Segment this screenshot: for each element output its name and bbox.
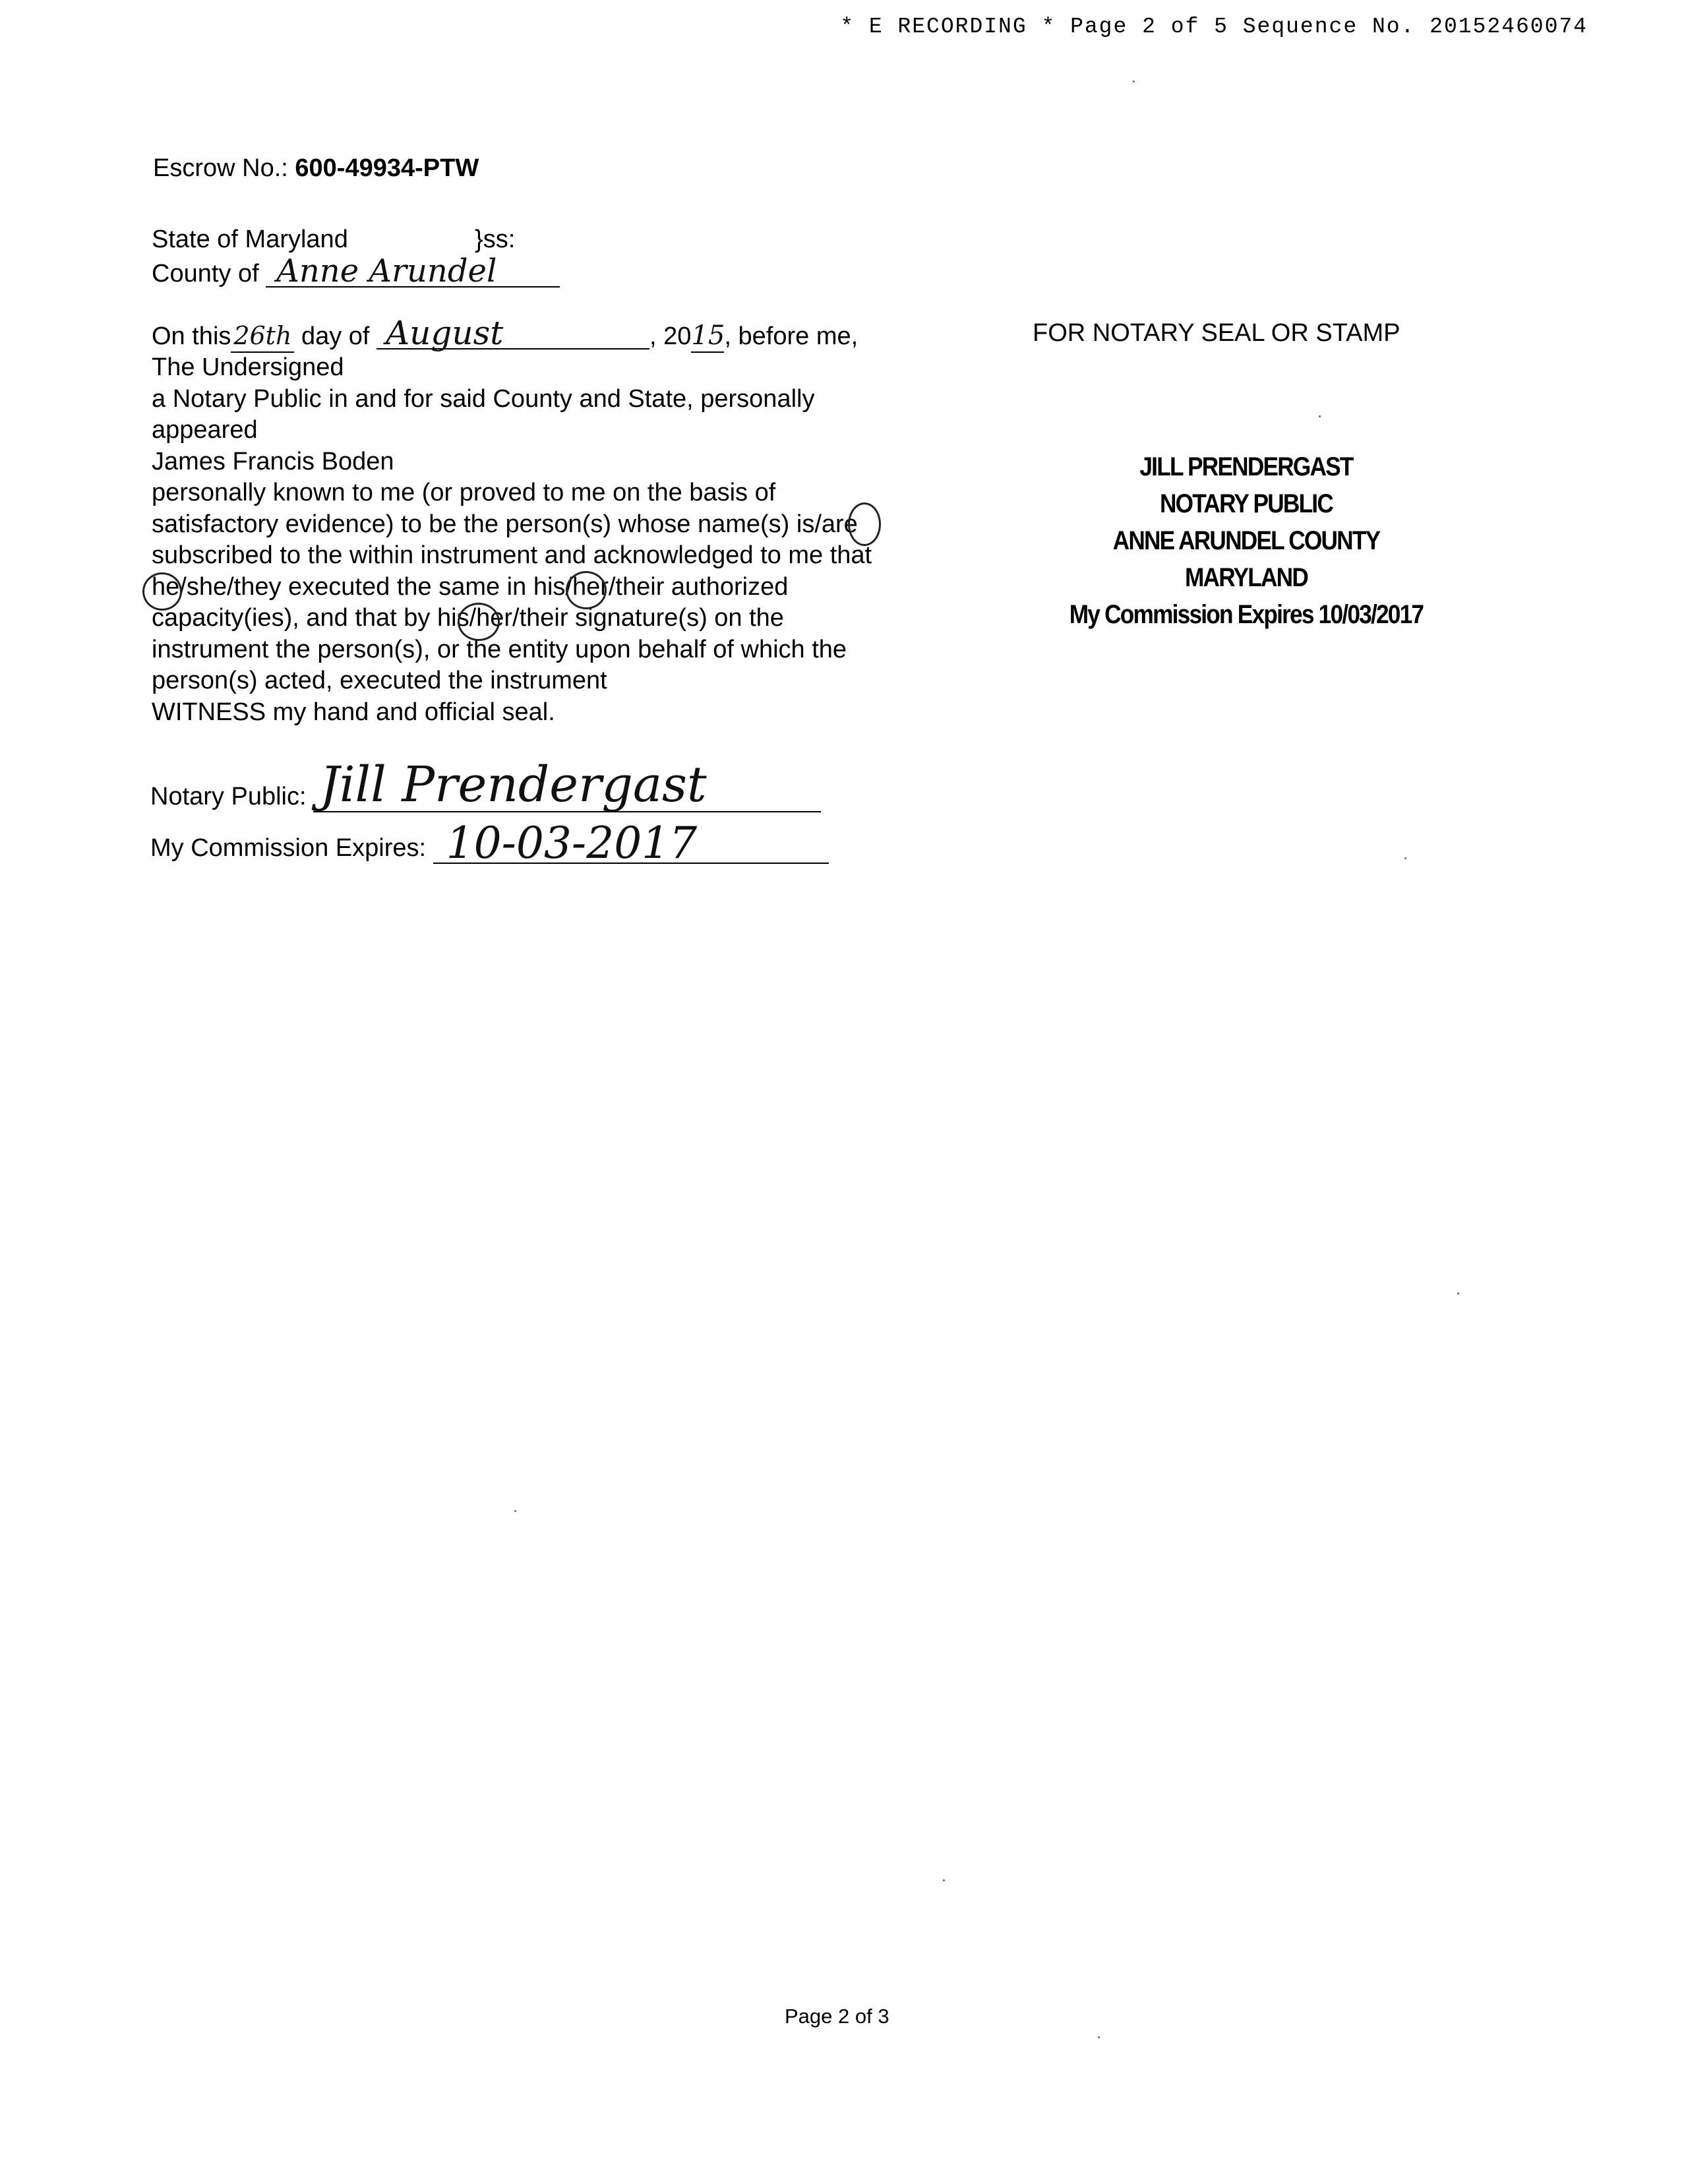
ss-mark: }ss: xyxy=(475,226,516,253)
state-text: State of Maryland xyxy=(152,226,348,253)
page-footer: Page 2 of 3 xyxy=(785,2005,889,2028)
ack-line: satisfactory evidence) to be the person(s) whose name(s) is/are xyxy=(152,510,858,538)
recording-header: * E RECORDING * Page 2 of 5 Sequence No. 20152460074 xyxy=(840,15,1588,39)
stamp-name: JILL PRENDERGAST xyxy=(1139,452,1353,481)
scan-speck xyxy=(943,1879,945,1881)
date-line xyxy=(152,314,859,353)
is-circle-mark xyxy=(848,502,881,546)
ack-line: person(s) acted, executed the instrument xyxy=(152,667,607,694)
commission-label: My Commission Expires: xyxy=(150,834,427,862)
ack-line: capacity(ies), and that by his/her/their signature(s) on the xyxy=(152,604,784,632)
month-handwritten: August xyxy=(377,318,649,349)
his-circle-mark xyxy=(566,571,607,609)
notary-signature-line xyxy=(150,758,821,812)
state-line xyxy=(152,224,348,255)
scan-speck xyxy=(1133,80,1135,82)
on-this-label: On this xyxy=(152,322,231,350)
acknowledgment-body xyxy=(152,352,872,728)
ack-line: appeared xyxy=(152,416,258,444)
before-me-label: , before me, xyxy=(724,322,859,350)
scan-speck xyxy=(1404,857,1406,859)
notary-label: Notary Public: xyxy=(150,783,307,810)
ack-line: The Undersigned xyxy=(152,353,344,381)
he-circle-mark xyxy=(142,572,182,611)
year-handwritten: 15 xyxy=(691,320,724,353)
ack-line: a Notary Public in and for said County and State, personally xyxy=(152,384,815,413)
escrow-number: 600-49934-PTW xyxy=(295,154,479,182)
ack-line: WITNESS my hand and official seal. xyxy=(152,698,555,726)
scan-speck xyxy=(1457,1292,1459,1294)
day-of-label: day of xyxy=(301,322,370,350)
county-line xyxy=(152,253,560,289)
escrow-line xyxy=(153,153,479,184)
commission-line xyxy=(150,818,829,868)
stamp-title: NOTARY PUBLIC xyxy=(1160,489,1333,518)
county-label: County of xyxy=(152,260,259,288)
ack-line: subscribed to the within instrument and acknowledged to me that xyxy=(152,541,872,569)
notary-stamp xyxy=(1055,448,1438,633)
ack-line: personally known to me (or proved to me on the basis of xyxy=(152,479,776,506)
escrow-label: Escrow No.: xyxy=(153,154,288,182)
day-handwritten: 26th xyxy=(231,320,294,353)
stamp-county: ANNE ARUNDEL COUNTY xyxy=(1112,526,1380,555)
notary-signature: Jill Prendergast xyxy=(313,758,821,812)
ack-line: he/she/they executed the same in his/her/their authorized xyxy=(152,572,789,601)
stamp-expiry: My Commission Expires 10/03/2017 xyxy=(1069,600,1424,629)
seal-heading: FOR NOTARY SEAL OR STAMP xyxy=(1033,319,1401,347)
scan-speck xyxy=(1319,415,1321,417)
his-circle-mark-2 xyxy=(458,603,500,641)
commission-handwritten: 10-03-2017 xyxy=(433,824,829,864)
scan-speck xyxy=(1098,2036,1100,2038)
year-prefix: , 20 xyxy=(649,322,692,350)
ack-line: instrument the person(s), or the entity upon behalf of which the xyxy=(152,635,847,663)
stamp-state: MARYLAND xyxy=(1184,563,1308,592)
scan-speck xyxy=(514,1510,516,1512)
county-handwritten: Anne Arundel xyxy=(266,256,560,288)
ack-line: James Francis Boden xyxy=(152,447,394,475)
